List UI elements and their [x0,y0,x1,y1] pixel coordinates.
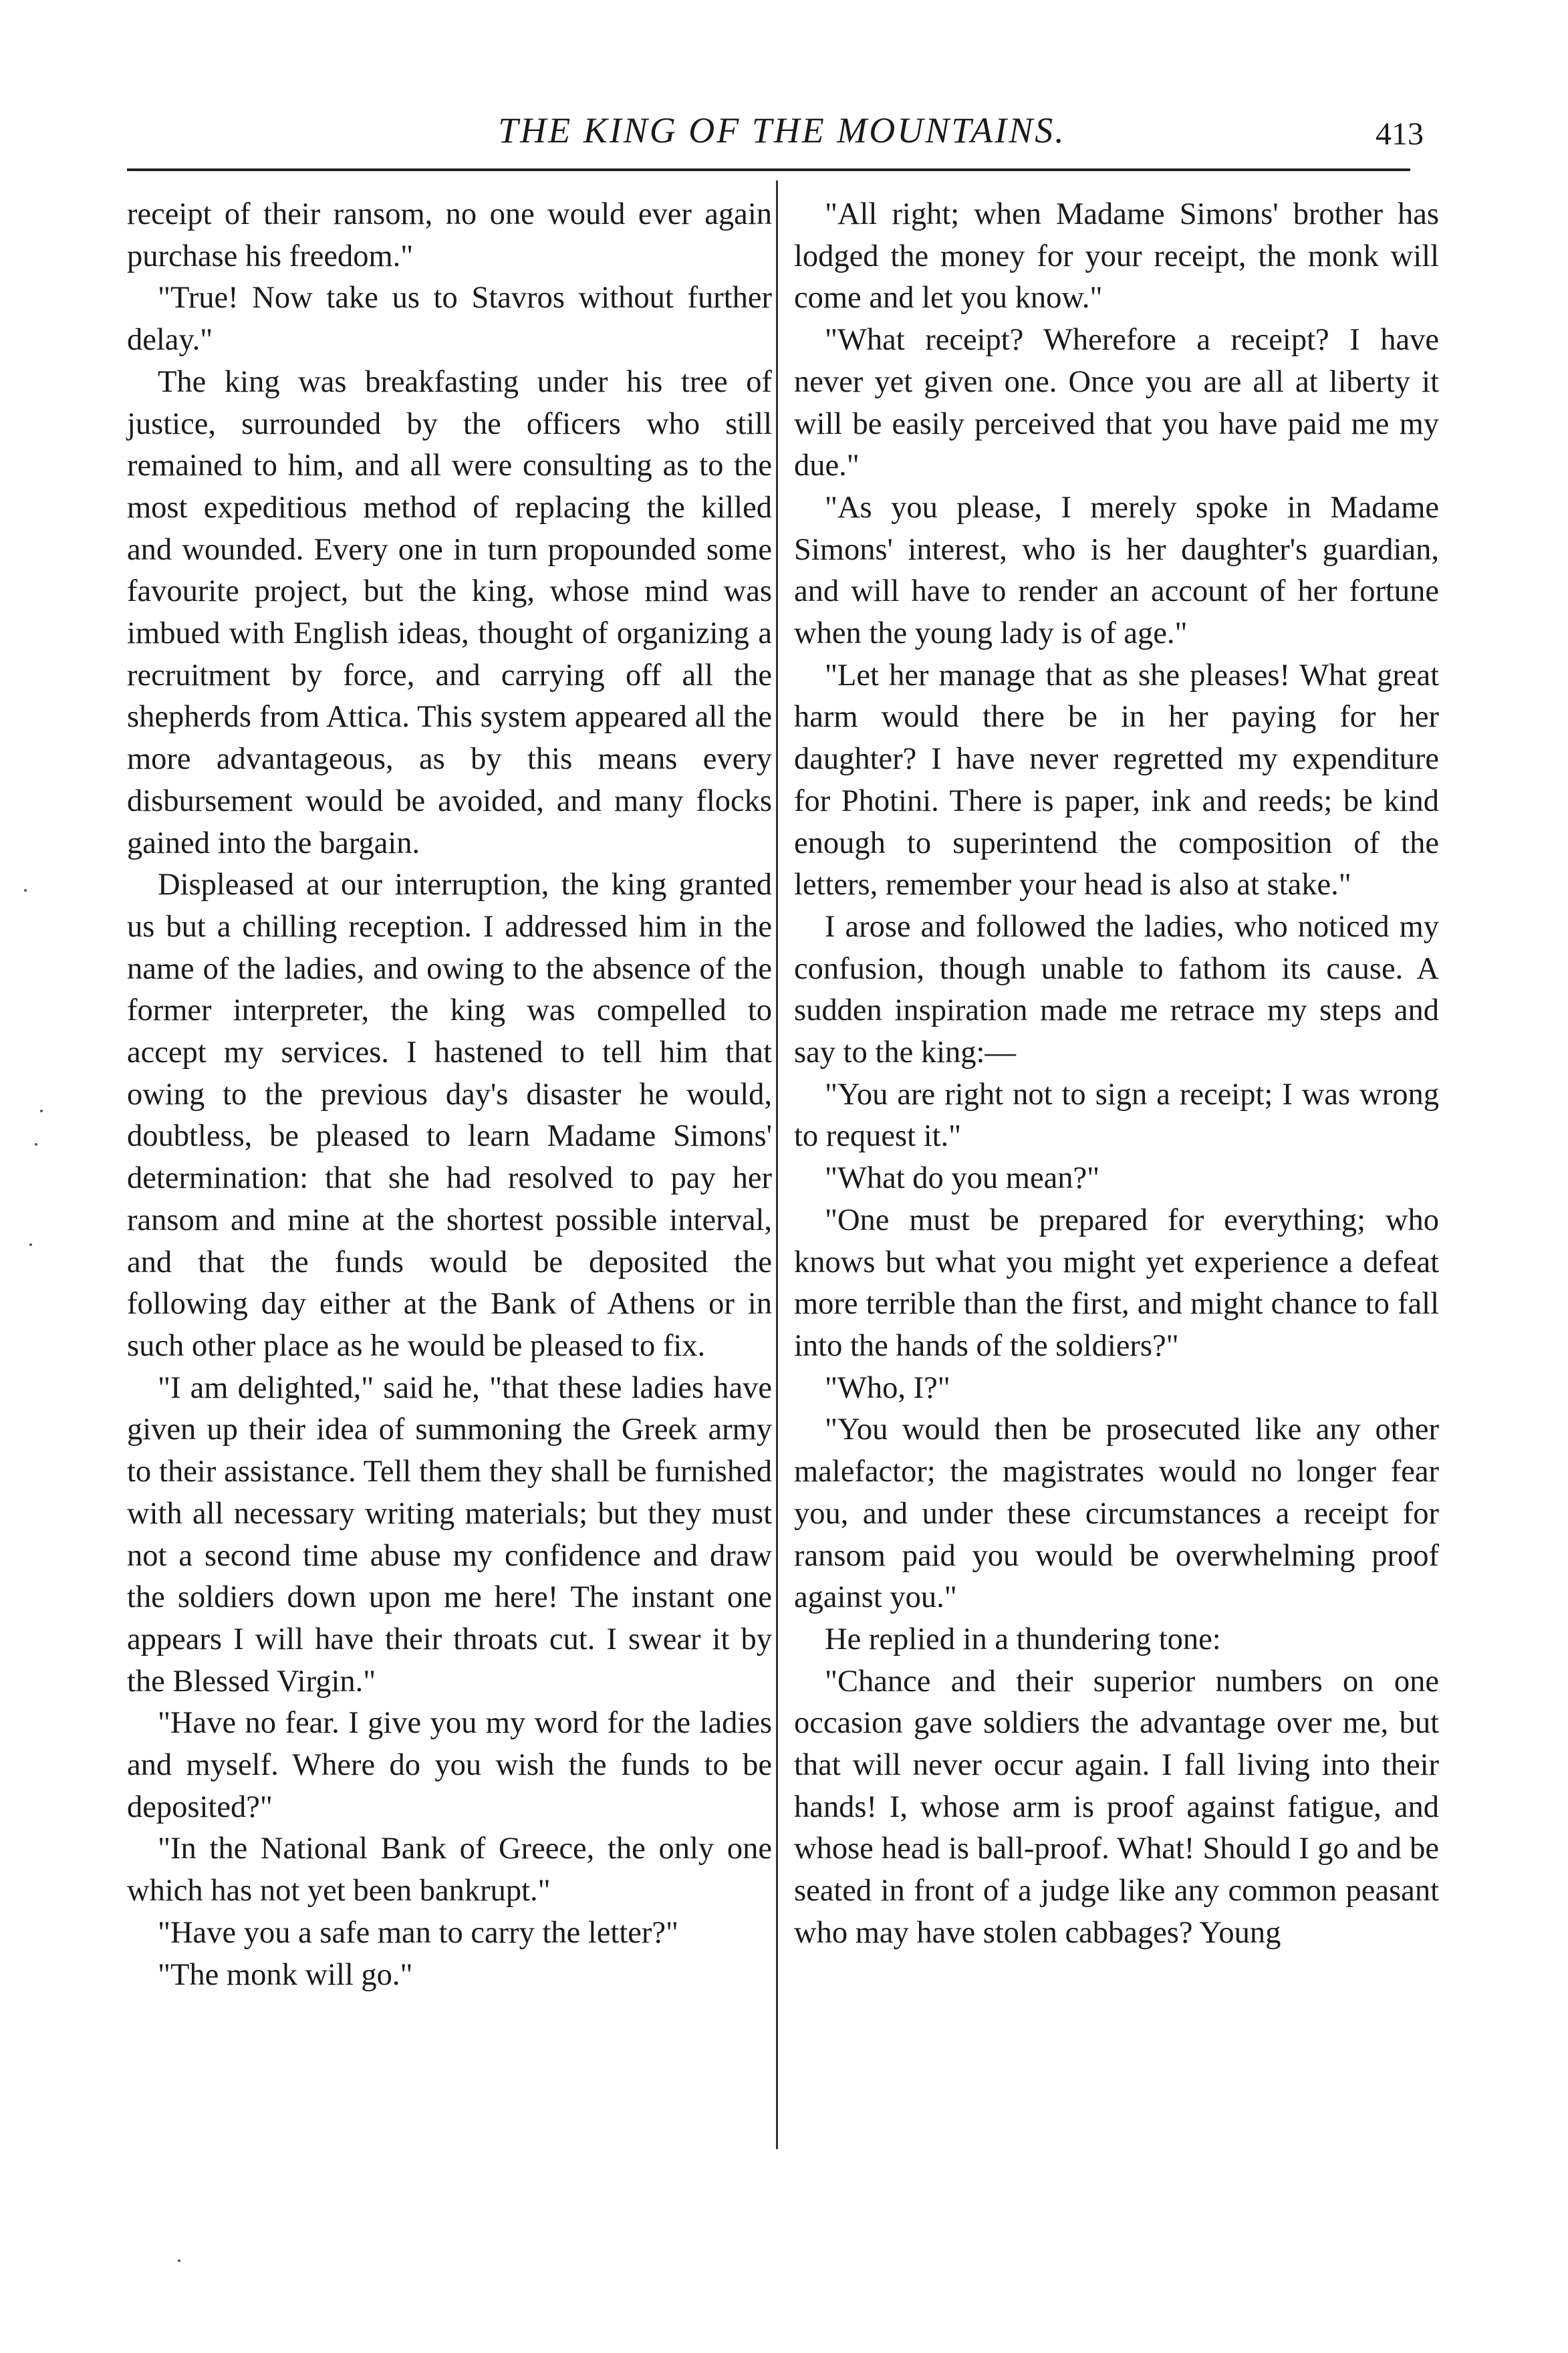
paragraph: I arose and followed the ladies, who noticed my confusion, though unable to fathom its cause. A sudden inspiration made me retrace my steps and say to the king:— [794,909,1439,1070]
paragraph: "Have you a safe man to carry the letter?" [158,1915,679,1950]
paragraph: "What receipt? Wherefore a receipt? I have never yet given one. Once you are all at liberty it will be easily perceived that you have paid me my due." [794,323,1439,483]
paragraph: "What do you mean?" [825,1161,1100,1196]
scan-speck [35,1143,37,1146]
paragraph: "Have no fear. I give you my word for the ladies and myself. Where do you wish the funds to be deposited?" [127,1706,772,1824]
paragraph: "All right; when Madame Simons' brother has lodged the money for your receipt, the monk will come and let you know." [794,197,1439,316]
header-rule [127,168,1410,171]
right-column [794,194,1439,2199]
page-number: 413 [1376,116,1424,152]
scan-speck [29,1243,32,1246]
paragraph: The king was breakfasting under his tree of justice, surrounded by the officers who still remained to him, and all were consulting as to the most expeditious method of replacing the killed and wounded. Every one in turn propounded some favourite project, but the king, whose mind was imbued with English ideas, thought of organizing a recruitment by force, and carrying off all the shepherds from Attica. This system appeared all the more advantageous, as by this means every disbursement would be avoided, and many flocks gained into the bargain. [127,364,772,860]
paragraph: Displeased at our interruption, the king granted us but a chilling reception. I addressed him in the name of the ladies, and owing to the absence of the former interpreter, the king was compelled to accept my services. I hastened to tell him that owing to the previous day's disaster he would, doubtless, be pleased to learn Madame Simons' determination: that she had resolved to pay her ransom and mine at the shortest possible interval, and that the funds would be deposited the following day either at the Bank of Athens or in such other place as he would be pleased to fix. [127,868,772,1363]
paragraph: "One must be prepared for everything; who knows but what you might yet experience a defeat more terrible than the first, and might chance to fall into the hands of the soldiers?" [794,1203,1439,1363]
running-head [127,100,1437,160]
paragraph: "True! Now take us to Stavros without further delay." [127,281,772,358]
paragraph: He replied in a thundering tone: [825,1622,1221,1656]
paragraph: "I am delighted," said he, "that these ladies have given up their idea of summoning the Greek army to their assistance. Tell them they shall be furnished with all necessary writing materials; but they must not a second time abuse my confidence and draw the soldiers down upon me here! The instant one appears I will have their throats cut. I swear it by the Blessed Virgin." [127,1370,772,1699]
paragraph: receipt of their ransom, no one would ever again purchase his freedom." [127,197,772,273]
running-title: THE KING OF THE MOUNTAINS. [498,110,1066,150]
paragraph: "The monk will go." [158,1957,413,1992]
paragraph: "Chance and their superior numbers on one occasion gave soldiers the advantage over me, but that will never occur again. I fall living into their hands! I, whose arm is proof against fatigue, and whose head is ball-proof. What! Should I go and be seated in front of a judge like any common peasant who may have stolen cabbages? Young [794,1664,1439,1950]
left-column [127,194,772,2199]
paragraph: "Let her manage that as she pleases! What great harm would there be in her paying for her daughter? I have never regretted my expenditure for Photini. There is paper, ink and reeds; be kind enough to superintend the composition of the letters, remember your head is also at stake." [794,658,1439,902]
paragraph: "You would then be prosecuted like any other malefactor; the magistrates would no longer fear you, and under these circumstances a receipt for ransom paid you would be overwhelming proof against you." [794,1412,1439,1615]
paragraph: "You are right not to sign a receipt; I was wrong to request it." [794,1077,1439,1154]
paragraph: "Who, I?" [825,1370,950,1405]
scan-speck [24,889,27,892]
paragraph: "As you please, I merely spoke in Madame Simons' interest, who is her daughter's guardian, and will have to render an account of her fortune when the young lady is of age." [794,490,1439,651]
scan-speck [40,1110,43,1112]
column-divider [776,180,778,2149]
paragraph: "In the National Bank of Greece, the only one which has not yet been bankrupt." [127,1832,772,1908]
scan-speck [178,2259,180,2262]
